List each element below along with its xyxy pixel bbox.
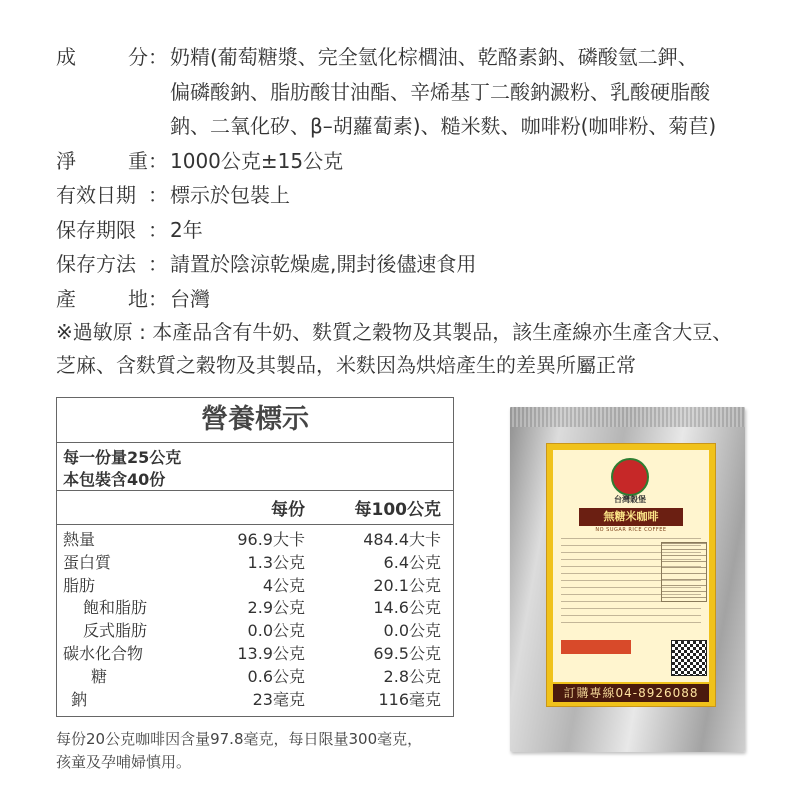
serving-size: 每一份量25公克 (63, 448, 182, 467)
qr-code-icon (671, 640, 707, 676)
table-row: 糖 0.6公克 2.8公克 (91, 666, 441, 686)
package-red-bar (561, 640, 631, 654)
shelf-life-label: 保存期限 (56, 217, 136, 242)
order-hotline: 訂購專線04-8926088 (553, 684, 709, 702)
package-nutrition-table (661, 542, 707, 602)
origin-row: 產 地 ： 台灣 (56, 282, 786, 317)
product-subtitle: NO SUGAR RICE COFFEE (595, 527, 667, 533)
table-row: 脂肪 4公克 20.1公克 (63, 575, 441, 595)
nutrition-title: 營養標示 (57, 398, 453, 443)
col-per-serving: 每份 (271, 500, 305, 520)
ingredients-value: 奶精(葡萄糖漿、完全氫化棕櫚油、乾酪素鈉、磷酸氫二鉀、 偏磷酸鈉、脂肪酸甘油酯、辛烯基丁二酸鈉澱粉、乳酸硬脂酸 鈉、二氧化矽、β–胡蘿蔔素)、糙米麩、咖啡粉(咖啡粉、菊苣) (170, 45, 717, 138)
serving-info (57, 443, 453, 491)
storage-label: 保存方法 (56, 252, 136, 276)
product-info (56, 40, 786, 382)
caffeine-note: 每份20公克咖啡因含量97.8毫克，每日限量300毫克， 孩童及孕哺婦慎用。 (56, 730, 423, 771)
table-row: 鈉 23毫克 116毫克 (71, 689, 441, 709)
table-row: 熱量 96.9大卡 484.4大卡 (63, 530, 441, 549)
package-label (546, 443, 716, 707)
net-weight-label: 淨 重 (56, 148, 148, 173)
origin-label: 產 地 (56, 286, 148, 311)
nutrition-header (57, 491, 453, 525)
brand-name: 台灣穀堡 (614, 495, 646, 504)
shelf-life-value: 2年 (170, 217, 203, 242)
storage-row: 保存方法 ： 請置於陰涼乾燥處,開封後儘速食用 (56, 247, 786, 282)
table-row: 反式脂肪 0.0公克 0.0公克 (83, 621, 441, 641)
product-package-image (510, 407, 745, 752)
allergen-notice: ※過敏原 : 本產品含有牛奶、麩質之穀物及其製品，該生產線亦生產含大豆、 芝麻、含麩質之穀物及其製品，米麩因為烘焙產生的差異所屬正常 (56, 320, 733, 377)
table-row: 蛋白質 1.3公克 6.4公克 (63, 552, 441, 572)
nutrition-table (56, 397, 454, 717)
table-row: 碳水化合物 13.9公克 69.5公克 (63, 643, 441, 663)
shelf-life-row: 保存期限 ： 2年 (56, 213, 786, 248)
servings-count: 本包裝含40份 (63, 470, 166, 489)
expiry-label: 有效日期 (56, 183, 136, 207)
brand-logo-icon (611, 458, 649, 496)
net-weight-value: 1000公克±15公克 (170, 148, 344, 173)
expiry-value: 標示於包裝上 (170, 183, 290, 207)
col-per-100g: 每100公克 (354, 500, 441, 520)
table-row: 飽和脂肪 2.9公克 14.6公克 (83, 598, 441, 618)
product-name: 無糖米咖啡 (579, 508, 683, 526)
nutrition-rows (57, 525, 453, 711)
expiry-row: 有效日期 ： 標示於包裝上 (56, 178, 786, 213)
origin-value: 台灣 (170, 286, 210, 311)
storage-value: 請置於陰涼乾燥處,開封後儘速食用 (170, 252, 477, 276)
net-weight-row: 淨 重 ： 1000公克±15公克 (56, 144, 786, 179)
ingredients-label: 成 分 (56, 45, 148, 69)
ingredients-row: 成 分 ： 奶精(葡萄糖漿、完全氫化棕櫚油、乾酪素鈉、磷酸氫二鉀、 偏磷酸鈉、脂肪酸甘油酯、辛烯基丁二酸鈉澱粉、乳酸硬脂酸 鈉、二氧化矽、β–胡蘿蔔素)、糙米麩、咖啡粉(咖啡粉、菊苣) (56, 40, 786, 144)
